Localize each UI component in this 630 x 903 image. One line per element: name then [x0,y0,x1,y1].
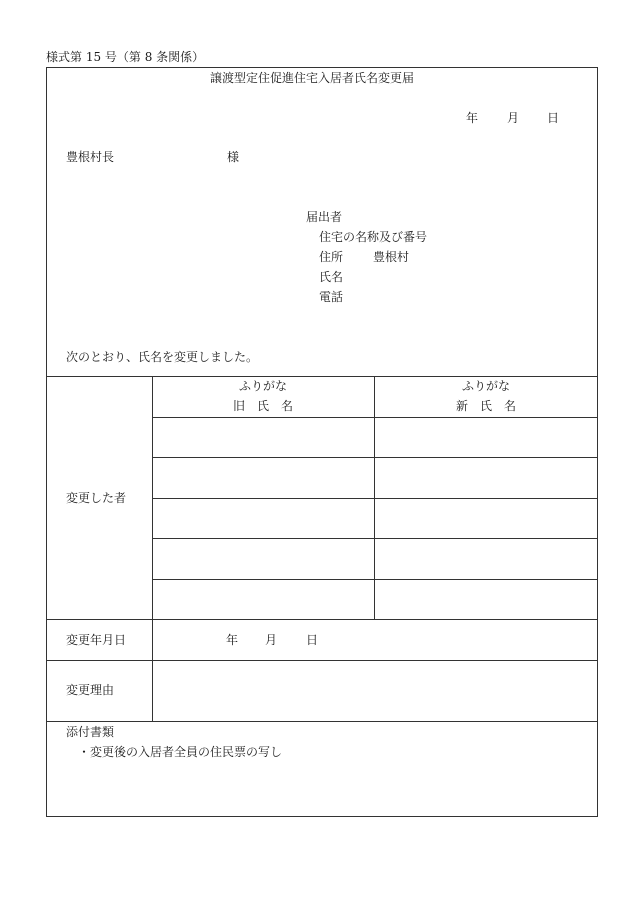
address-value: 豊根村 [373,250,410,264]
name-label: 氏名 [319,270,344,284]
statement-text: 次のとおり、氏名を変更しました。 [66,350,259,364]
changed-person-label: 変更した者 [66,491,127,505]
address-label: 住所 [319,250,344,264]
date-day: 日 [547,111,560,125]
old-furigana-label: ふりがな [238,379,287,393]
addressee-honorific: 様 [227,150,240,164]
old-name-cell[interactable] [153,580,374,619]
attachments-label: 添付書類 [66,725,115,739]
new-name-cell[interactable] [375,418,597,457]
phone-label: 電話 [319,290,344,304]
change-date-day: 日 [306,633,319,647]
form-title: 譲渡型定住促進住宅入居者氏名変更届 [210,71,415,85]
table-top-line [46,376,598,377]
reason-row-bottom-line [46,721,598,722]
new-name-cell[interactable] [375,539,597,579]
change-date-label: 変更年月日 [66,633,127,647]
attachment-item: ・変更後の入居者全員の住民票の写し [78,745,283,759]
change-date-field[interactable] [226,634,326,648]
house-name-label: 住宅の名称及び番号 [319,230,428,244]
form-number: 様式第 15 号（第 8 条関係） [46,50,205,64]
new-name-header: 新 氏 名 [455,399,516,413]
old-name-cell[interactable] [153,418,374,457]
old-name-cell[interactable] [153,458,374,498]
date-year: 年 [466,111,479,125]
old-name-cell[interactable] [153,539,374,579]
new-name-cell[interactable] [375,499,597,538]
old-name-header: 旧 氏 名 [232,399,293,413]
new-name-cell[interactable] [375,458,597,498]
new-furigana-label: ふりがな [461,379,510,393]
submission-date [466,112,566,126]
applicant-heading: 届出者 [306,210,343,224]
new-name-cell[interactable] [375,580,597,619]
addressee-name: 豊根村長 [66,150,115,164]
changed-section-bottom-line [46,619,598,620]
change-reason-label: 変更理由 [66,683,115,697]
change-date-year: 年 [226,633,239,647]
change-date-month: 月 [265,633,278,647]
old-name-cell[interactable] [153,499,374,538]
change-reason-field[interactable] [153,661,597,721]
date-month: 月 [507,111,520,125]
